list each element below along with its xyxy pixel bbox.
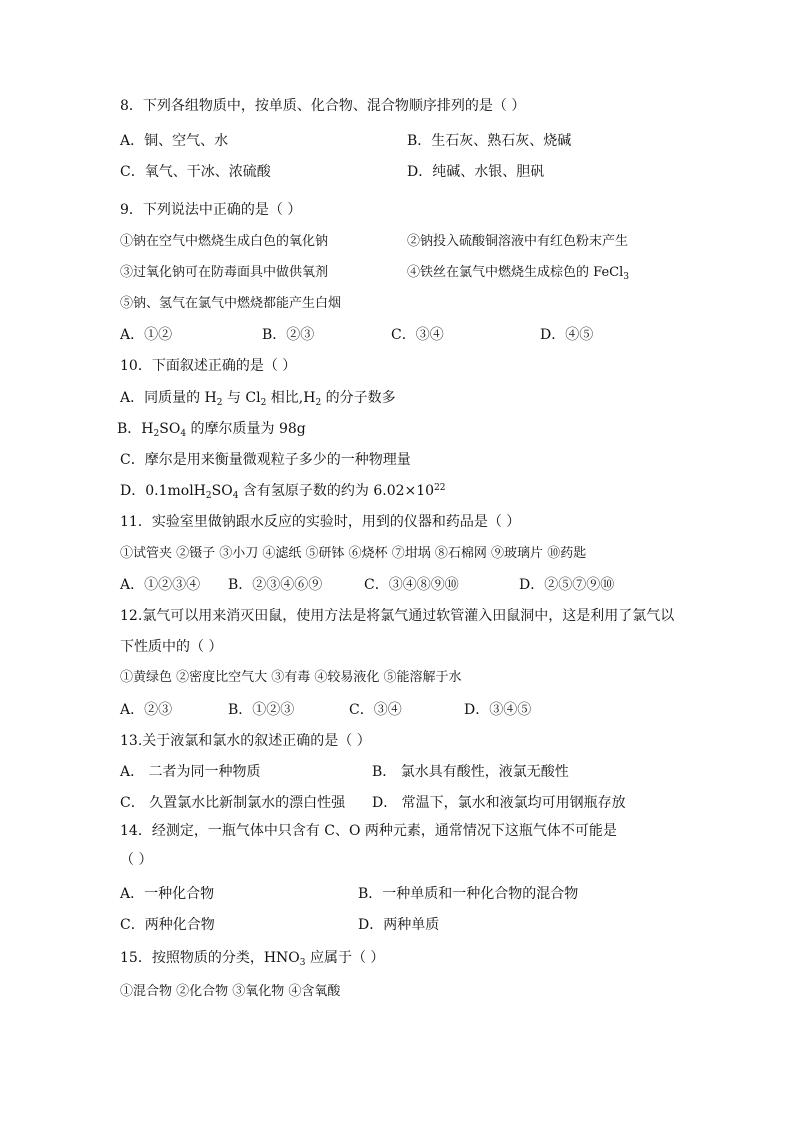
q10-stem: 10．下面叙述正确的是（ ） — [120, 358, 297, 374]
q12-option-a[interactable]: A．②③ — [120, 702, 173, 718]
q9-statement-4-text: ④铁丝在氯气中燃烧生成棕色的 FeCl — [407, 265, 624, 280]
q11-option-b[interactable]: B．②③④⑥⑨ — [228, 577, 323, 593]
q9-statement-3: ③过氧化钠可在防毒面具中做供氧剂 — [120, 265, 329, 280]
q10-option-a[interactable] — [120, 389, 396, 407]
q12-option-b[interactable]: B．①②③ — [228, 702, 295, 718]
q13-option-d[interactable]: D． 常温下，氯水和液氯均可用钢瓶存放 — [372, 795, 626, 811]
q15-stem-sub: 3 — [299, 958, 306, 968]
q10-a-sub2: 2 — [260, 398, 267, 408]
q8-option-a[interactable]: A．铜、空气、水 — [120, 133, 229, 149]
q15-stem-part1: 15．按照物质的分类，HNO — [120, 950, 300, 966]
q10-a-sub3: 2 — [315, 398, 322, 408]
q8-option-c[interactable]: C．氧气、干冰、浓硫酸 — [120, 164, 271, 180]
q14-option-c[interactable]: C．两种化合物 — [120, 917, 215, 933]
q10-b-sub2: 4 — [180, 429, 187, 439]
q8-stem: 8．下列各组物质中，按单质、化合物、混合物顺序排列的是（ ） — [120, 98, 526, 114]
q14-option-b[interactable]: B．一种单质和一种化合物的混合物 — [358, 886, 579, 902]
q11-items: ①试管夹 ②镊子 ③小刀 ④滤纸 ⑤研钵 ⑥烧杯 ⑦坩埚 ⑧石棉网 ⑨玻璃片 ⑩药匙 — [120, 546, 587, 561]
q12-stem-line1: 12.氯气可以用来消灭田鼠，使用方法是将氯气通过软管灌入田鼠洞中，这是利用了氯气以 — [120, 608, 675, 624]
q9-option-d[interactable]: D．④⑤ — [540, 327, 594, 343]
q13-option-a[interactable]: A． 二者为同一种物质 — [120, 764, 261, 780]
q10-a-part1: A．同质量的 H — [120, 390, 217, 406]
q9-stem: 9．下列说法中正确的是（ ） — [120, 202, 302, 218]
q8-option-b[interactable]: B．生石灰、熟石灰、烧碱 — [407, 133, 572, 149]
q9-statement-2: ②钠投入硫酸铜溶液中有红色粉末产生 — [407, 234, 629, 249]
q11-stem: 11．实验室里做钠跟水反应的实验时，用到的仪器和药品是（ ） — [120, 514, 521, 530]
q9-option-a[interactable]: A．①② — [120, 327, 173, 343]
q13-stem: 13.关于液氯和氯水的叙述正确的是（ ） — [120, 733, 371, 749]
q9-statement-4 — [407, 264, 629, 282]
q10-option-b[interactable] — [117, 420, 306, 438]
q15-stem-part2: 应属于（ ） — [305, 950, 385, 966]
q13-option-c[interactable]: C． 久置氯水比新制氯水的漂白性强 — [120, 795, 346, 811]
q10-a-part4: 的分子数多 — [321, 390, 396, 406]
q10-d-part3: 含有氢原子数的约为 6.02×10 — [238, 483, 435, 499]
q10-a-part3: 相比,H — [266, 390, 316, 406]
q10-b-part3: 的摩尔质量为 98g — [186, 421, 306, 437]
q14-stem-line2: （ ） — [120, 852, 153, 868]
q15-stem — [120, 949, 384, 967]
q14-option-d[interactable]: D．两种单质 — [358, 917, 440, 933]
q9-statement-4-sub: 3 — [623, 272, 629, 282]
q11-option-d[interactable]: D．②⑤⑦⑨⑩ — [519, 577, 615, 593]
q9-statement-5: ⑤钠、氢气在氯气中燃烧都能产生白烟 — [120, 296, 342, 311]
q10-d-part1: D．0.1molH — [120, 483, 206, 499]
q10-b-part2: SO — [159, 421, 181, 437]
q10-d-sup: 22 — [434, 483, 446, 493]
q10-a-sub1: 2 — [216, 398, 223, 408]
q10-b-sub1: 2 — [153, 429, 160, 439]
q10-d-sub2: 4 — [232, 491, 239, 501]
q10-option-d[interactable] — [120, 482, 446, 500]
q10-d-part2: SO — [211, 483, 233, 499]
q10-d-sub1: 2 — [205, 491, 212, 501]
q8-option-d[interactable]: D．纯碱、水银、胆矾 — [407, 164, 545, 180]
q9-option-b[interactable]: B．②③ — [262, 327, 315, 343]
q12-option-d[interactable]: D．③④⑤ — [464, 702, 532, 718]
q15-items: ①混合物 ②化合物 ③氧化物 ④含氧酸 — [120, 984, 341, 999]
q12-stem-line2: 下性质中的（ ） — [120, 639, 223, 655]
q9-statement-1: ①钠在空气中燃烧生成白色的氧化钠 — [120, 234, 329, 249]
q12-option-c[interactable]: C．③④ — [349, 702, 402, 718]
q10-b-part1: B．H — [117, 421, 154, 437]
q10-a-part2: 与 Cl — [222, 390, 261, 406]
q10-option-c[interactable]: C．摩尔是用来衡量微观粒子多少的一种物理量 — [120, 452, 411, 468]
q14-option-a[interactable]: A．一种化合物 — [120, 886, 215, 902]
q11-option-a[interactable]: A．①②③④ — [120, 577, 201, 593]
q9-option-c[interactable]: C．③④ — [391, 327, 444, 343]
q11-option-c[interactable]: C．③④⑧⑨⑩ — [364, 577, 459, 593]
q13-option-b[interactable]: B． 氯水具有酸性，液氯无酸性 — [372, 764, 569, 780]
q12-items: ①黄绿色 ②密度比空气大 ③有毒 ④较易液化 ⑤能溶解于水 — [120, 670, 462, 685]
q14-stem-line1: 14．经测定，一瓶气体中只含有 C、O 两种元素，通常情况下这瓶气体不可能是 — [120, 823, 617, 839]
